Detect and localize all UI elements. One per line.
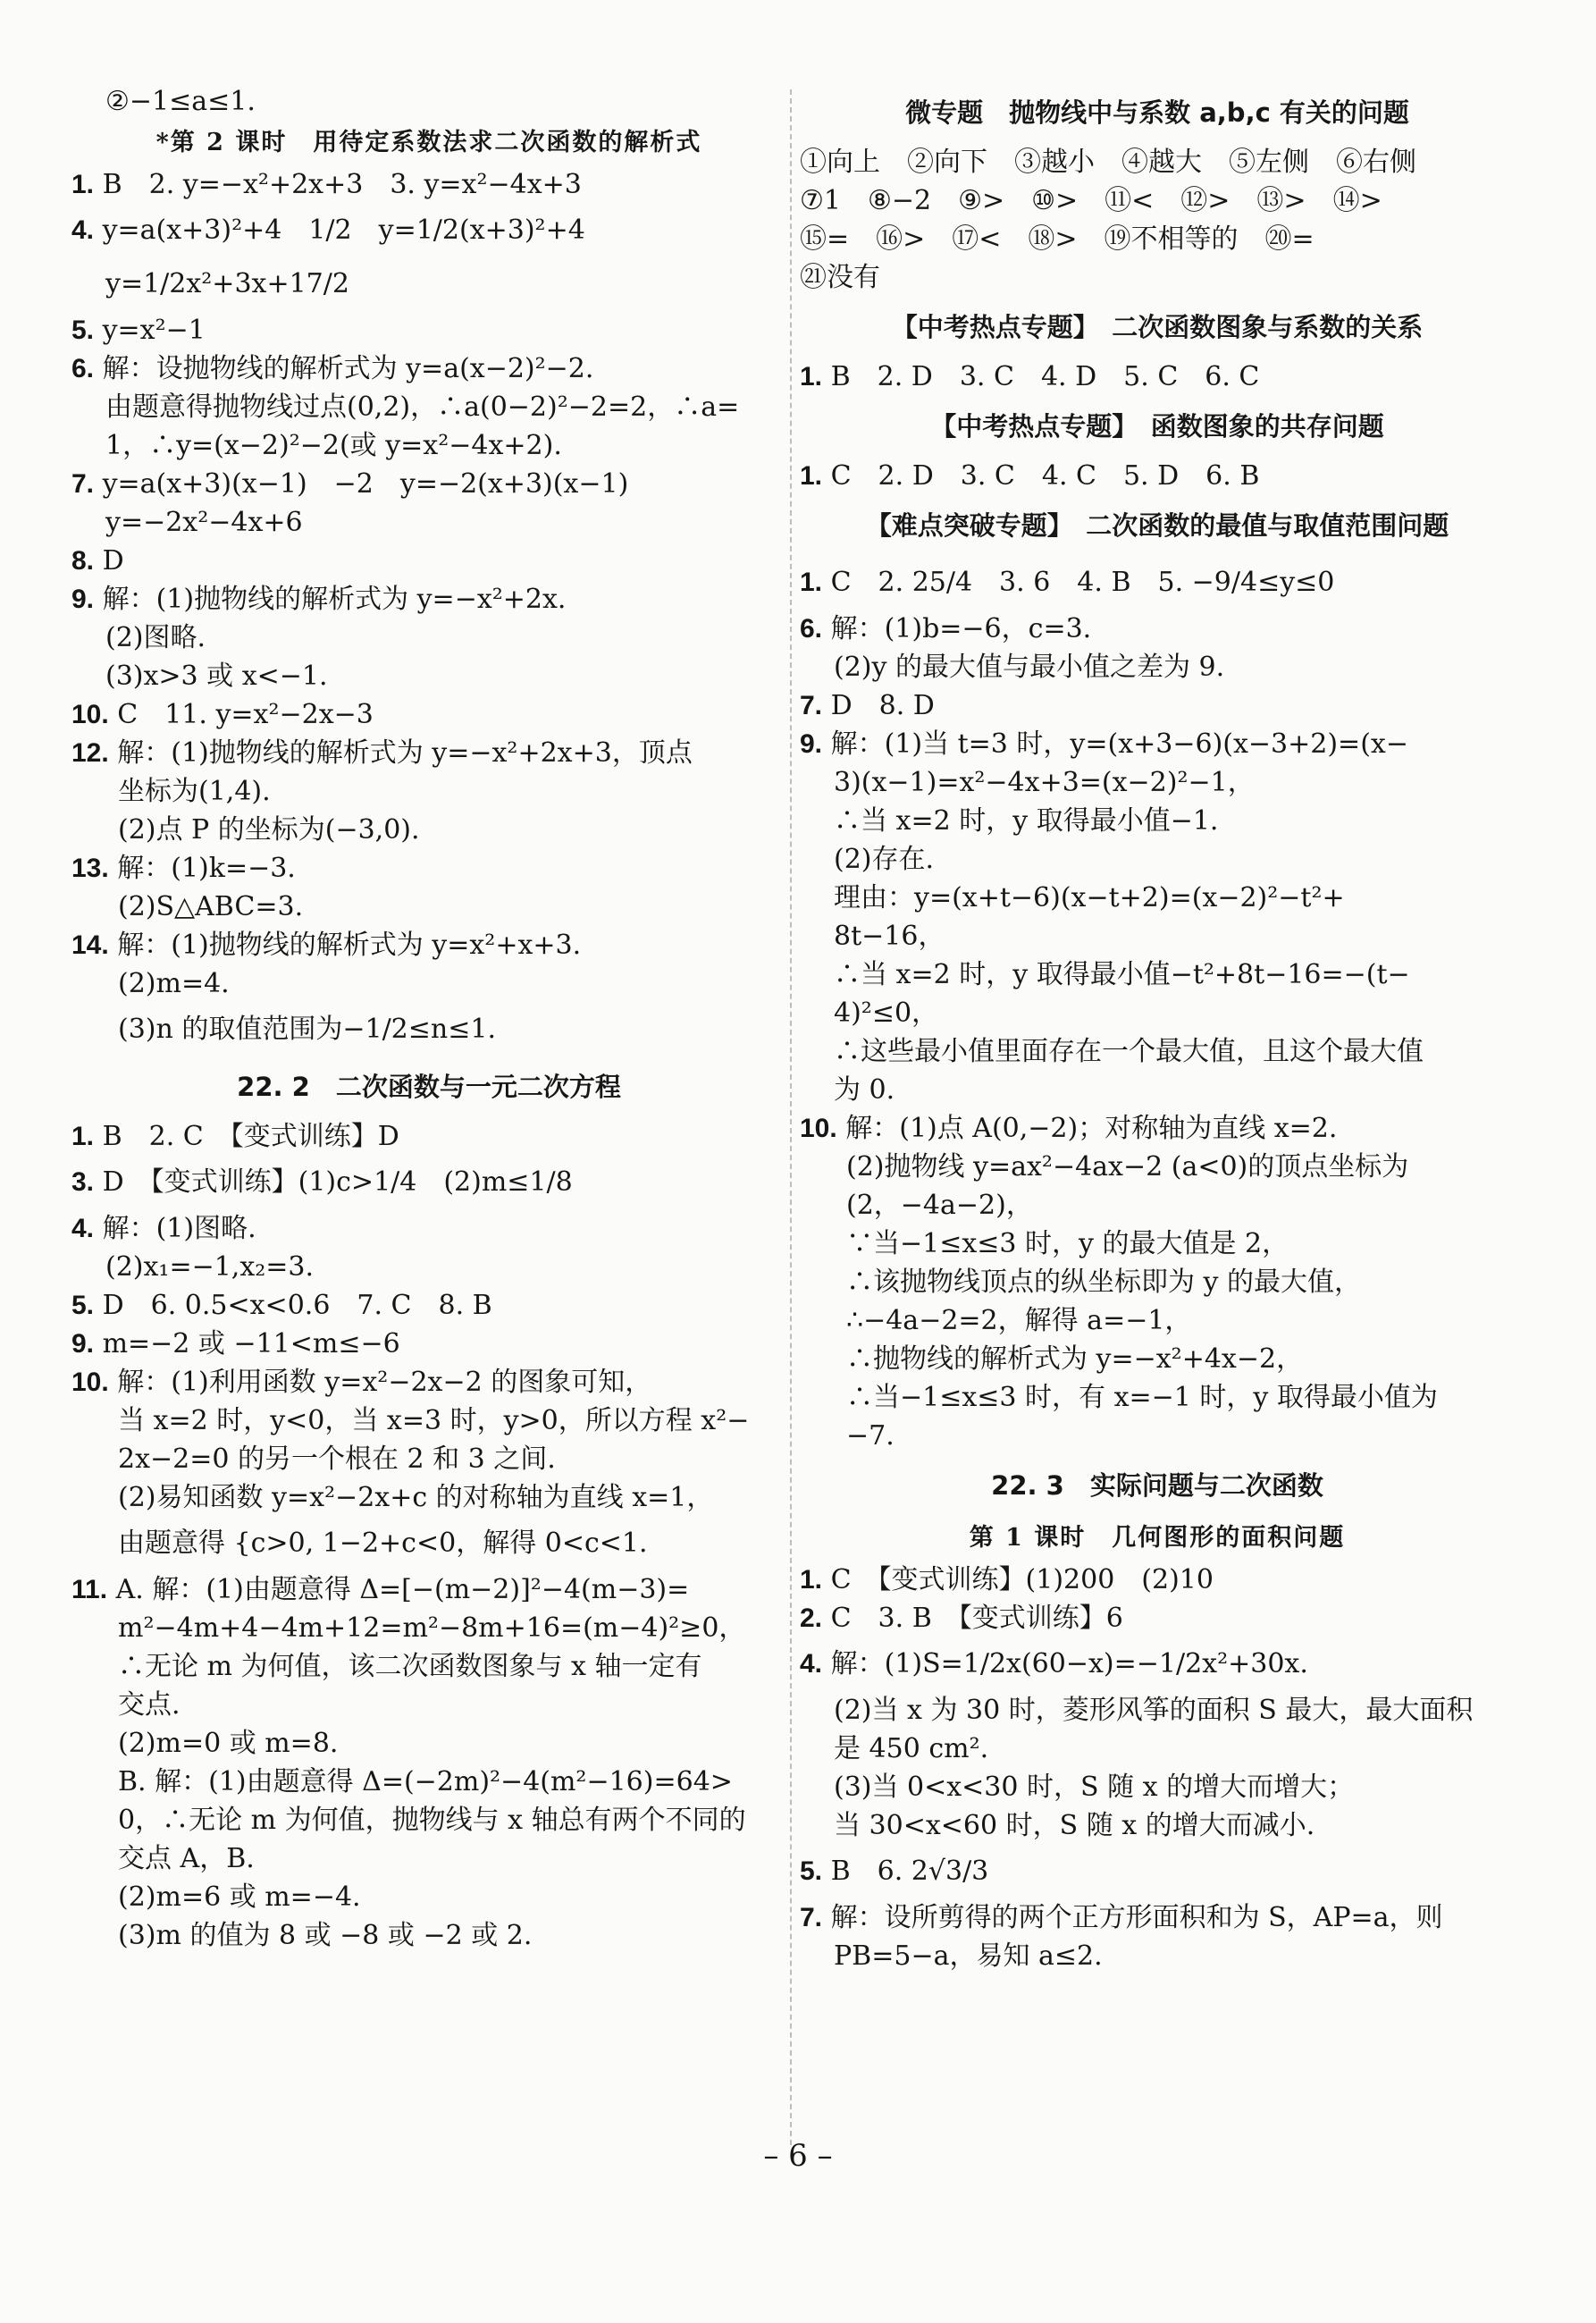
line-text: ∴当 x=2 时，y 取得最小值−t²+8t−16=−(t− bbox=[834, 959, 1410, 990]
answer-line bbox=[71, 657, 786, 695]
answer-line bbox=[800, 840, 1515, 879]
answer-line bbox=[800, 802, 1515, 840]
line-text: A. 解：(1)由题意得 Δ=[−(m−2)]²−4(m−3)= bbox=[115, 1574, 690, 1605]
line-text: ∵当−1≤x≤3 时，y 的最大值是 2， bbox=[846, 1228, 1289, 1259]
subsection-title bbox=[800, 1516, 1515, 1561]
answer-line bbox=[800, 220, 1515, 258]
line-text: ⑮= ⑯> ⑰< ⑱> ⑲不相等的 ⑳= bbox=[800, 223, 1315, 255]
question-number: 10. bbox=[800, 1114, 837, 1143]
answer-line bbox=[71, 1478, 786, 1517]
question-number: 7. bbox=[800, 691, 823, 720]
answer-line bbox=[71, 1839, 786, 1878]
line-text: C 2. D 3. C 4. C 5. D 6. B bbox=[830, 460, 1260, 492]
line-text: ∴当 x=2 时，y 取得最小值−1. bbox=[834, 805, 1219, 837]
answer-line bbox=[71, 1248, 786, 1286]
line-text: 第 1 课时 几何图形的面积问题 bbox=[969, 1524, 1346, 1552]
answer-line bbox=[71, 1363, 786, 1401]
line-text: (2)m=4. bbox=[118, 968, 230, 999]
line-text: ∴该抛物线顶点的纵坐标即为 y 的最大值， bbox=[846, 1267, 1362, 1298]
line-text: 微专题 抛物线中与系数 a,b,c 有关的问题 bbox=[905, 97, 1409, 128]
answer-line bbox=[800, 1378, 1515, 1417]
answer-line bbox=[71, 695, 786, 734]
section-title bbox=[800, 302, 1515, 352]
answer-line bbox=[800, 1768, 1515, 1806]
line-text: ㉑没有 bbox=[800, 262, 880, 293]
answer-line bbox=[800, 1032, 1515, 1071]
question-number: 4. bbox=[71, 1214, 95, 1243]
question-number: 1. bbox=[800, 568, 823, 597]
answer-line bbox=[71, 580, 786, 619]
line-text: D 8. D bbox=[830, 690, 935, 721]
question-number: 9. bbox=[800, 729, 823, 759]
line-text: 解：(1)抛物线的解析式为 y=x²+x+3. bbox=[117, 930, 582, 961]
answer-line bbox=[71, 165, 786, 204]
answer-line bbox=[800, 1340, 1515, 1378]
answer-line bbox=[71, 1401, 786, 1440]
answer-line bbox=[800, 181, 1515, 220]
answer-line bbox=[800, 1637, 1515, 1691]
answer-line bbox=[800, 1186, 1515, 1225]
answer-line bbox=[71, 204, 786, 257]
line-text: 22. 2 二次函数与一元二次方程 bbox=[237, 1072, 621, 1102]
line-text: ⑦1 ⑧−2 ⑨> ⑩> ⑪< ⑫> ⑬> ⑭> bbox=[800, 185, 1382, 216]
question-number: 1. bbox=[71, 170, 95, 199]
line-text: (2)y 的最大值与最小值之差为 9. bbox=[834, 652, 1225, 683]
answer-line bbox=[800, 358, 1515, 396]
line-text: 4)²≤0， bbox=[834, 997, 939, 1029]
line-text: C 11. y=x²−2x−3 bbox=[117, 699, 374, 730]
answer-line bbox=[800, 1561, 1515, 1599]
answer-line bbox=[800, 1806, 1515, 1845]
answer-line bbox=[800, 1845, 1515, 1898]
line-text: (2)抛物线 y=ax²−4ax−2 (a<0)的顶点坐标为 bbox=[846, 1151, 1409, 1183]
answer-line bbox=[71, 82, 786, 121]
answer-line bbox=[71, 1647, 786, 1686]
line-text: 解：(1)S=1/2x(60−x)=−1/2x²+30x. bbox=[830, 1648, 1308, 1679]
line-text: (2)点 P 的坐标为(−3,0). bbox=[118, 814, 420, 846]
question-number: 4. bbox=[71, 215, 95, 245]
section-title bbox=[71, 1062, 786, 1112]
question-number: 5. bbox=[71, 1291, 95, 1320]
answer-line bbox=[800, 1263, 1515, 1301]
line-text: (3)当 0<x<30 时，S 随 x 的增大而增大； bbox=[834, 1772, 1355, 1803]
answer-line bbox=[800, 763, 1515, 802]
answer-line bbox=[71, 1325, 786, 1363]
question-number: 1. bbox=[71, 1122, 95, 1151]
answer-line bbox=[800, 1225, 1515, 1263]
line-text: 解：(1)点 A(0,−2)；对称轴为直线 x=2. bbox=[845, 1113, 1338, 1144]
line-text: D bbox=[102, 545, 124, 577]
question-number: 12. bbox=[71, 738, 109, 768]
answer-line bbox=[71, 1878, 786, 1916]
line-text: m²−4m+4−4m+12=m²−8m+16=(m−4)²≥0， bbox=[118, 1612, 746, 1644]
answer-line bbox=[800, 1109, 1515, 1148]
line-text: B 2. y=−x²+2x+3 3. y=x²−4x+3 bbox=[102, 169, 582, 200]
answer-line bbox=[800, 1691, 1515, 1730]
question-number: 6. bbox=[800, 614, 823, 644]
line-text: D 【变式训练】(1)c>1/4 (2)m≤1/8 bbox=[102, 1166, 573, 1198]
answer-line bbox=[71, 388, 786, 426]
answer-line bbox=[71, 1209, 786, 1248]
answer-line bbox=[71, 1916, 786, 1955]
answer-line bbox=[800, 610, 1515, 648]
question-number: 1. bbox=[800, 1565, 823, 1595]
line-text: 坐标为(1,4). bbox=[118, 776, 271, 807]
question-number: 8. bbox=[71, 546, 95, 576]
answer-line bbox=[71, 542, 786, 580]
answer-line bbox=[71, 1156, 786, 1209]
line-text: 是 450 cm². bbox=[834, 1733, 989, 1764]
line-text: (2)S△ABC=3. bbox=[118, 891, 304, 922]
section-title bbox=[800, 401, 1515, 451]
section-title bbox=[800, 501, 1515, 551]
line-text: C 【变式训练】(1)200 (2)10 bbox=[830, 1564, 1214, 1595]
line-text: y=a(x+3)²+4 1/2 y=1/2(x+3)²+4 bbox=[102, 215, 585, 246]
answer-line bbox=[71, 926, 786, 964]
answer-line bbox=[71, 1440, 786, 1478]
line-text: 解：设所剪得的两个正方形面积和为 S，AP=a，则 bbox=[830, 1902, 1443, 1933]
line-text: (2)存在. bbox=[834, 844, 935, 875]
line-text: D 6. 0.5<x<0.6 7. C 8. B bbox=[102, 1290, 492, 1321]
question-number: 4. bbox=[800, 1649, 823, 1679]
line-text: 解：(1)抛物线的解析式为 y=−x²+2x. bbox=[102, 584, 567, 615]
line-text: 解：(1)利用函数 y=x²−2x−2 的图象可知， bbox=[117, 1367, 652, 1398]
line-text: 交点 A，B. bbox=[118, 1843, 255, 1874]
answer-line bbox=[800, 879, 1515, 917]
line-text: (2，−4a−2)， bbox=[846, 1190, 1033, 1221]
answer-line bbox=[800, 1301, 1515, 1340]
line-text: 22. 3 实际问题与二次函数 bbox=[991, 1470, 1323, 1501]
answer-line bbox=[800, 143, 1515, 181]
line-text: y=a(x+3)(x−1) −2 y=−2(x+3)(x−1) bbox=[102, 468, 629, 500]
line-text: 0，∴无论 m 为何值，抛物线与 x 轴总有两个不同的 bbox=[118, 1805, 746, 1836]
answer-line bbox=[71, 465, 786, 503]
answer-line bbox=[71, 257, 786, 311]
line-text: y=−2x²−4x+6 bbox=[105, 507, 303, 538]
answer-line bbox=[71, 311, 786, 349]
subsection-title bbox=[71, 121, 786, 165]
line-text: ②−1≤a≤1. bbox=[105, 86, 256, 117]
line-text: C 3. B 【变式训练】6 bbox=[830, 1603, 1123, 1634]
answer-line bbox=[71, 426, 786, 465]
answer-line bbox=[800, 258, 1515, 297]
answer-line bbox=[800, 1417, 1515, 1455]
answer-line bbox=[71, 811, 786, 849]
question-number: 5. bbox=[71, 316, 95, 345]
line-text: 解：(1)当 t=3 时，y=(x+3−6)(x−3+2)=(x− bbox=[830, 728, 1408, 760]
line-text: ①向上 ②向下 ③越小 ④越大 ⑤左侧 ⑥右侧 bbox=[800, 147, 1416, 178]
section-title bbox=[800, 88, 1515, 138]
answer-line bbox=[71, 1763, 786, 1801]
line-text: 解：设抛物线的解析式为 y=a(x−2)²−2. bbox=[102, 353, 594, 384]
line-text: m=−2 或 −11<m≤−6 bbox=[102, 1328, 400, 1359]
line-text: y=x²−1 bbox=[102, 315, 206, 346]
line-text: B 2. D 3. C 4. D 5. C 6. C bbox=[830, 361, 1260, 392]
question-number: 1. bbox=[800, 362, 823, 391]
question-number: 2. bbox=[800, 1603, 823, 1633]
question-number: 14. bbox=[71, 930, 109, 960]
line-text: B. 解：(1)由题意得 Δ=(−2m)²−4(m²−16)=64> bbox=[118, 1766, 733, 1797]
line-text: 2x−2=0 的另一个根在 2 和 3 之间. bbox=[118, 1443, 556, 1475]
line-text: 8t−16， bbox=[834, 921, 945, 952]
line-text: *第 2 课时 用待定系数法求二次函数的解析式 bbox=[155, 129, 702, 156]
question-number: 10. bbox=[71, 700, 109, 729]
page-number: – 6 – bbox=[763, 2138, 833, 2174]
answer-line bbox=[71, 1609, 786, 1647]
question-number: 1. bbox=[800, 461, 823, 491]
answer-line bbox=[800, 1730, 1515, 1768]
line-text: 由题意得 {c>0, 1−2+c<0，解得 0<c<1. bbox=[118, 1528, 648, 1559]
answer-line bbox=[800, 917, 1515, 955]
left-column bbox=[71, 82, 786, 1955]
line-text: (2)m=6 或 m=−4. bbox=[118, 1881, 361, 1913]
line-text: 由题意得抛物线过点(0,2)，∴a(0−2)²−2=2，∴a= bbox=[105, 391, 740, 423]
answer-line bbox=[71, 1003, 786, 1056]
answer-line bbox=[71, 888, 786, 926]
line-text: ∴−4a−2=2，解得 a=−1， bbox=[846, 1305, 1192, 1336]
line-text: 【难点突破专题】 二次函数的最值与取值范围问题 bbox=[865, 510, 1449, 541]
line-text: 【中考热点专题】 函数图象的共存问题 bbox=[930, 411, 1384, 442]
line-text: 交点. bbox=[118, 1689, 181, 1721]
line-text: (2)图略. bbox=[105, 622, 206, 653]
answer-line bbox=[71, 1801, 786, 1839]
answer-line bbox=[71, 349, 786, 388]
line-text: C 2. 25/4 3. 6 4. B 5. −9/4≤y≤0 bbox=[830, 567, 1335, 598]
question-number: 7. bbox=[71, 469, 95, 499]
line-text: 3)(x−1)=x²−4x+3=(x−2)²−1， bbox=[834, 767, 1255, 798]
line-text: (3)x>3 或 x<−1. bbox=[105, 661, 328, 692]
answer-line bbox=[71, 772, 786, 811]
question-number: 11. bbox=[71, 1575, 108, 1604]
answer-line bbox=[800, 556, 1515, 610]
question-number: 6. bbox=[71, 354, 95, 383]
line-text: 【中考热点专题】 二次函数图象与系数的关系 bbox=[891, 312, 1424, 342]
answer-line bbox=[71, 734, 786, 772]
line-text: B 6. 2√3/3 bbox=[830, 1856, 989, 1887]
answer-line bbox=[71, 1570, 786, 1609]
line-text: (2)当 x 为 30 时，菱形风筝的面积 S 最大，最大面积 bbox=[834, 1695, 1474, 1726]
line-text: 解：(1)抛物线的解析式为 y=−x²+2x+3，顶点 bbox=[117, 737, 693, 769]
answer-line bbox=[800, 648, 1515, 686]
line-text: PB=5−a，易知 a≤2. bbox=[834, 1940, 1103, 1972]
answer-line bbox=[800, 1937, 1515, 1975]
line-text: B 2. C 【变式训练】D bbox=[102, 1121, 399, 1152]
question-number: 13. bbox=[71, 854, 109, 883]
answer-line bbox=[800, 955, 1515, 994]
line-text: (3)m 的值为 8 或 −8 或 −2 或 2. bbox=[118, 1920, 533, 1951]
answer-line bbox=[800, 1599, 1515, 1637]
question-number: 10. bbox=[71, 1368, 109, 1397]
answer-line bbox=[800, 1148, 1515, 1186]
question-number: 7. bbox=[800, 1903, 823, 1932]
answer-line bbox=[800, 1071, 1515, 1109]
right-column bbox=[800, 82, 1515, 1975]
line-text: ∴无论 m 为何值，该二次函数图象与 x 轴一定有 bbox=[118, 1651, 702, 1682]
answer-line bbox=[800, 457, 1515, 495]
line-text: ∴这些最小值里面存在一个最大值，且这个最大值 bbox=[834, 1036, 1424, 1067]
line-text: (2)m=0 或 m=8. bbox=[118, 1728, 339, 1759]
section-title bbox=[800, 1460, 1515, 1511]
answer-line bbox=[800, 994, 1515, 1032]
answer-line bbox=[71, 619, 786, 657]
line-text: ∴当−1≤x≤3 时，有 x=−1 时，y 取得最小值为 bbox=[846, 1382, 1438, 1413]
line-text: −7. bbox=[846, 1420, 895, 1452]
question-number: 5. bbox=[800, 1856, 823, 1886]
line-text: y=1/2x²+3x+17/2 bbox=[105, 268, 349, 299]
answer-line bbox=[71, 1724, 786, 1763]
answer-line bbox=[71, 1117, 786, 1156]
line-text: (2)易知函数 y=x²−2x+c 的对称轴为直线 x=1， bbox=[118, 1482, 714, 1513]
answer-line bbox=[71, 503, 786, 542]
question-number: 9. bbox=[71, 585, 95, 614]
line-text: 1，∴y=(x−2)²−2(或 y=x²−4x+2). bbox=[105, 430, 562, 461]
answer-line bbox=[800, 1898, 1515, 1937]
line-text: (2)x₁=−1,x₂=3. bbox=[105, 1251, 315, 1283]
line-text: 为 0. bbox=[834, 1074, 895, 1106]
line-text: 理由：y=(x+t−6)(x−t+2)=(x−2)²−t²+ bbox=[834, 882, 1345, 913]
line-text: 当 30<x<60 时，S 随 x 的增大而减小. bbox=[834, 1810, 1315, 1841]
answer-line bbox=[71, 849, 786, 888]
answer-line bbox=[71, 1517, 786, 1570]
answer-line bbox=[71, 1686, 786, 1724]
line-text: (3)n 的取值范围为−1/2≤n≤1. bbox=[118, 1014, 496, 1045]
answer-line bbox=[800, 725, 1515, 763]
column-divider bbox=[790, 89, 792, 2145]
line-text: 解：(1)k=−3. bbox=[117, 853, 296, 884]
question-number: 3. bbox=[71, 1167, 95, 1197]
answer-line bbox=[71, 1286, 786, 1325]
line-text: ∴抛物线的解析式为 y=−x²+4x−2， bbox=[846, 1343, 1304, 1375]
line-text: 解：(1)图略. bbox=[102, 1213, 256, 1244]
answer-line bbox=[800, 686, 1515, 725]
line-text: 当 x=2 时，y<0，当 x=3 时，y>0，所以方程 x²− bbox=[118, 1405, 750, 1436]
line-text: 解：(1)b=−6，c=3. bbox=[830, 613, 1092, 644]
question-number: 9. bbox=[71, 1329, 95, 1359]
answer-line bbox=[71, 964, 786, 1003]
